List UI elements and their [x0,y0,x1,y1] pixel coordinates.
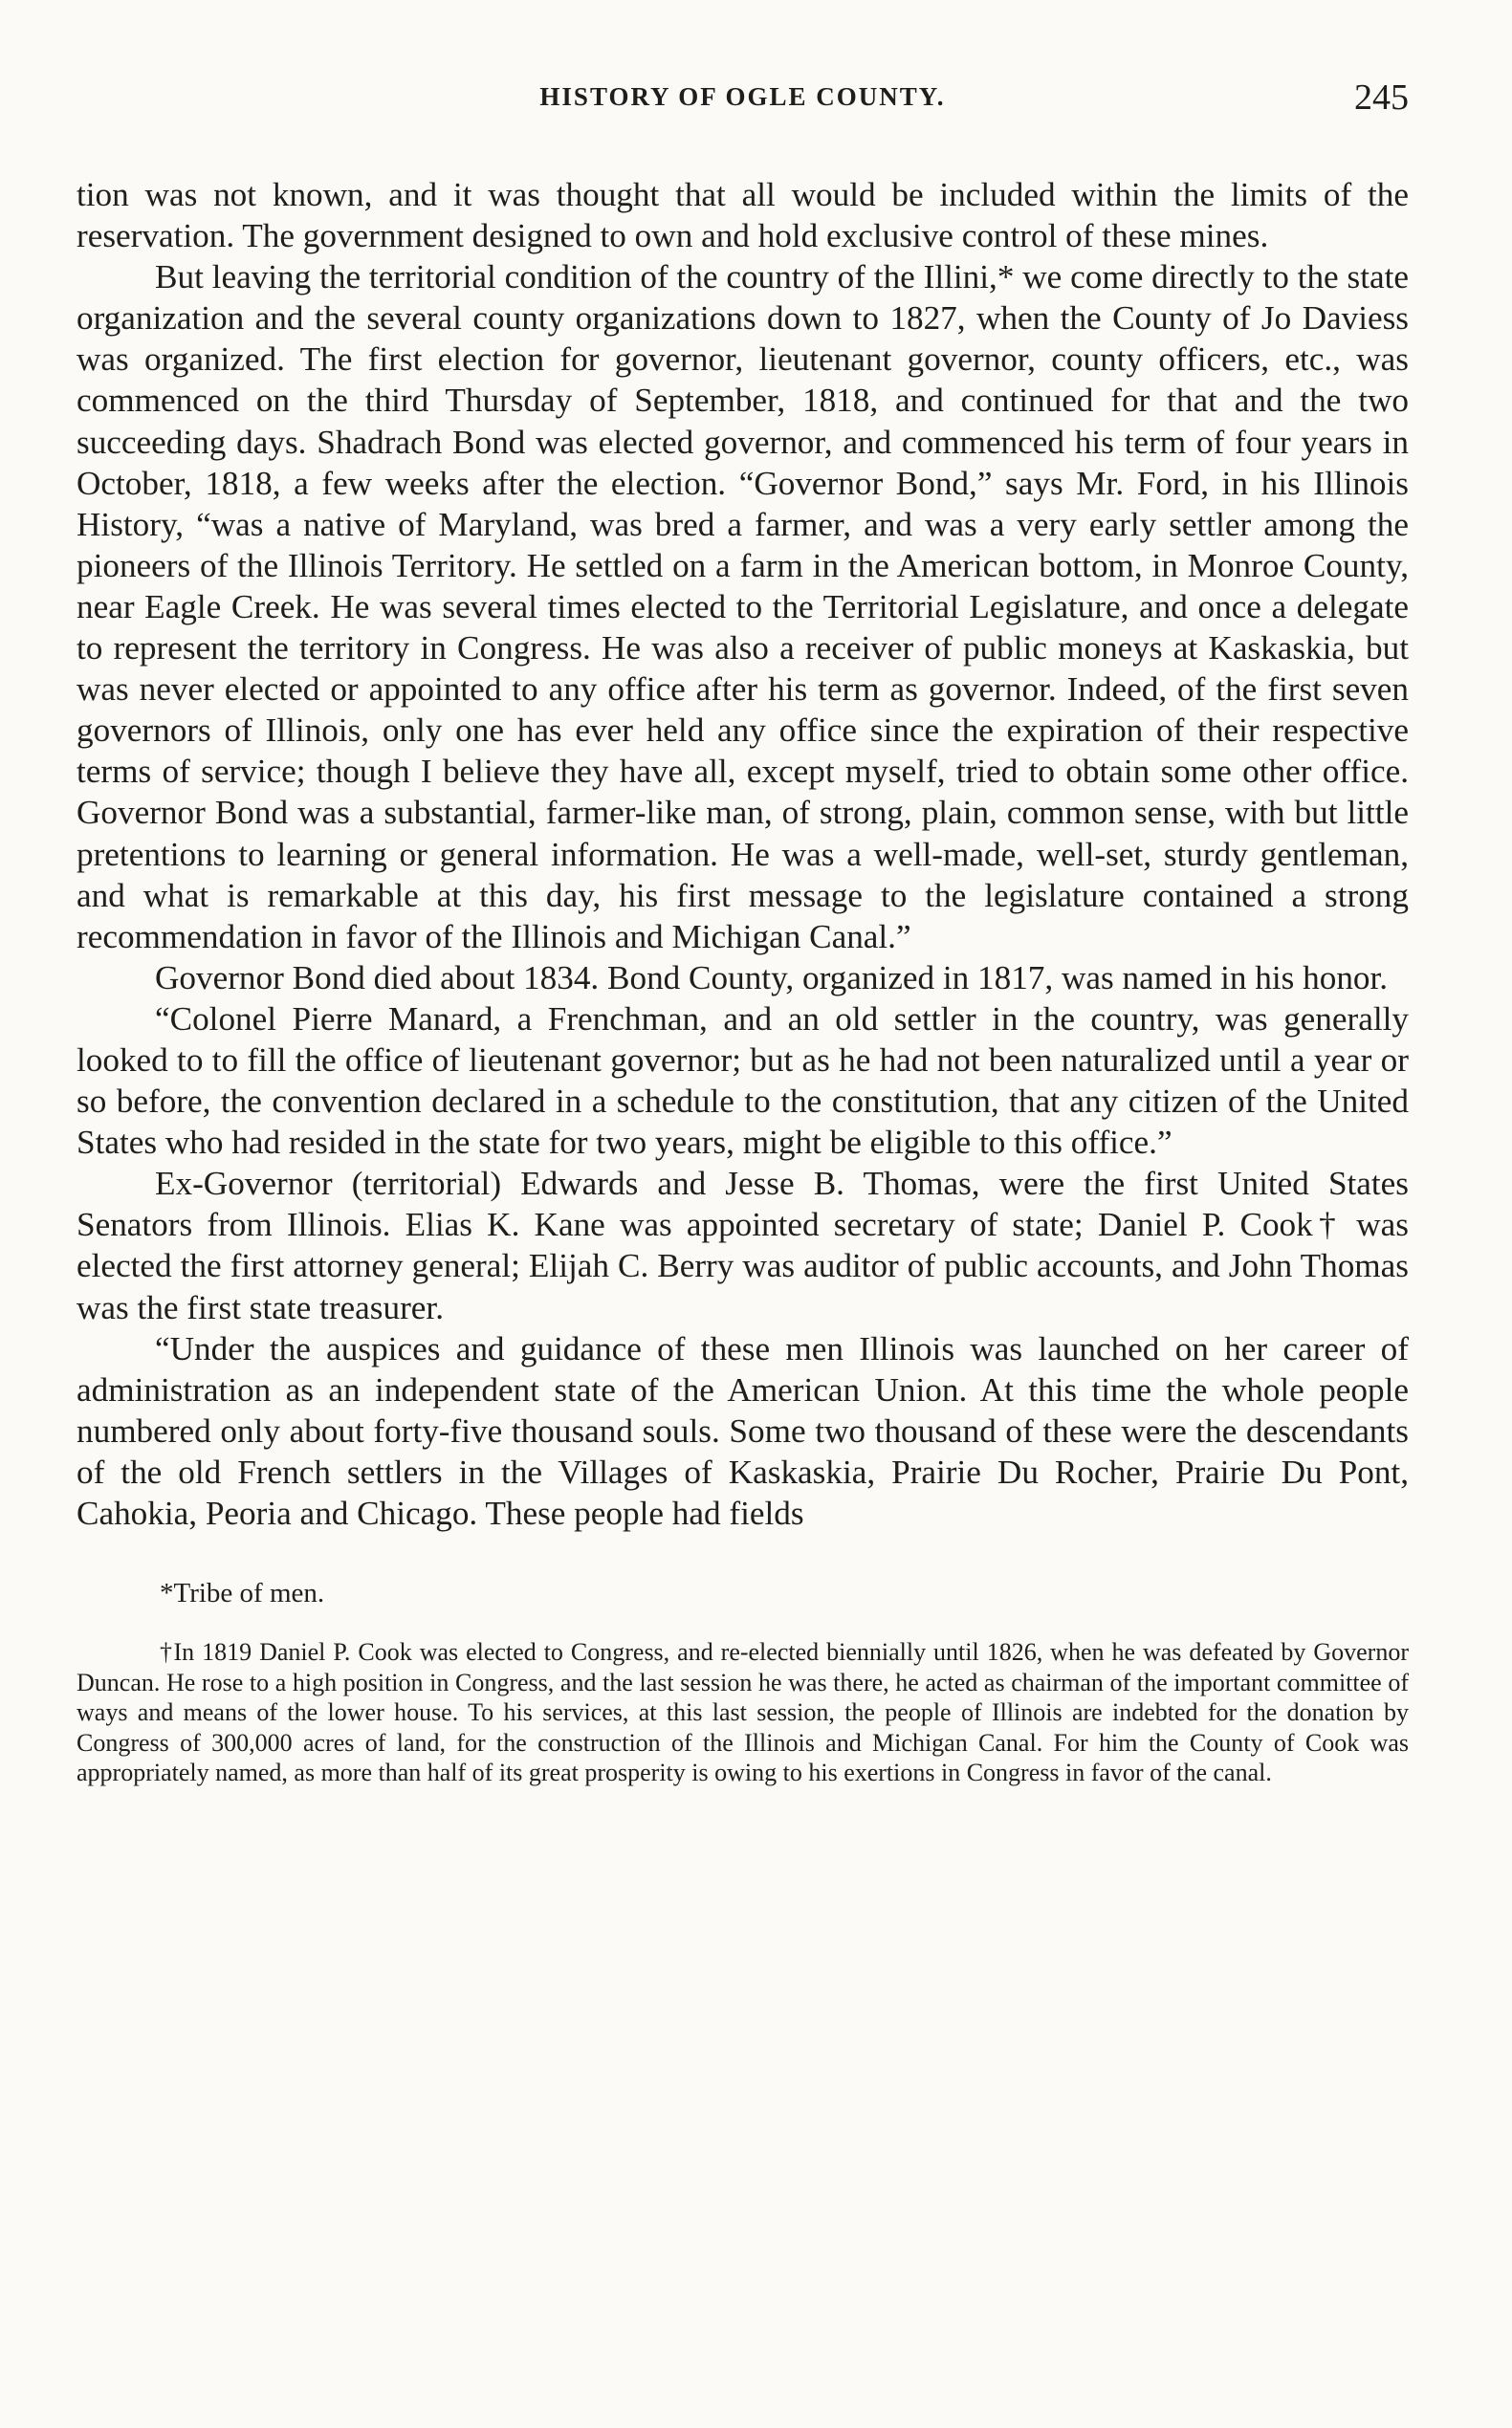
paragraph-state-organization: But leaving the territorial condition of the country of the Illini,* we come directly to the state organization and the several county organizations down to 1827, when the County of Jo Daviess was organized. The first election for governor, lieutenant governor, county officers, etc., was commenced on the third Thursday of September, 1818, and continued for that and the two succeeding days. Shadrach Bond was elected governor, and commenced his term of four years in October, 1818, a few weeks after the election. “Governor Bond,” says Mr. Ford, in his Illinois History, “was a native of Maryland, was bred a farmer, and was a very early settler among the pioneers of the Illinois Territory. He settled on a farm in the American bottom, in Monroe County, near Eagle Creek. He was several times elected to the Territorial Legislature, and once a delegate to represent the territory in Congress. He was also a receiver of public moneys at Kaskaskia, but was never elected or appointed to any office after his term as governor. Indeed, of the first seven governors of Illinois, only one has ever held any office since the expiration of their respective terms of service; though I believe they have all, except myself, tried to obtain some other office. Governor Bond was a substantial, farmer-like man, of strong, plain, common sense, with but little pretentions to learning or general information. He was a well-made, well-set, sturdy gentleman, and what is remarkable at this day, his first message to the legislature contained a strong recommendation in favor of the Illinois and Michigan Canal.” [77,258,1409,955]
paragraph-first-officers: Ex-Governor (territorial) Edwards and Jesse B. Thomas, were the first United States Senators from Illinois. Elias K. Kane was appointed secretary of state; Daniel P. Cook† was elected the first attorney general; Elijah C. Berry was auditor of public accounts, and John Thomas was the first state treasurer. [77,1165,1409,1326]
footnotes [77,1576,1409,1788]
running-header [77,77,1409,134]
body-text [77,174,1409,1534]
footnote-tribe: *Tribe of men. [160,1578,325,1609]
paragraph-bond-death: Governor Bond died about 1834. Bond County, organized in 1817, was named in his honor. [155,958,1389,996]
page-number: 245 [1354,77,1409,118]
paragraph-continuation: tion was not known, and it was thought that all would be included within the limits of the reservation. The government designed to own and hold exclusive control of these mines. [77,176,1409,255]
paragraph-pierre-manard: “Colonel Pierre Manard, a Frenchman, and an old settler in the country, was generally looked to to fill the office of lieutenant governor; but as he had not been naturalized until a year or so before, the convention declared in a schedule to the constitution, that any citizen of the United States who had resided in the state for two years, might be eligible to this office.” [77,999,1409,1162]
running-title: HISTORY OF OGLE COUNTY. [539,82,946,111]
book-page [77,77,1409,1813]
paragraph-early-population: “Under the auspices and guidance of these men Illinois was launched on her career of administration as an independent state of the American Union. At this time the whole people numbered only about forty-five thousand souls. Some two thousand of these were the descendants of the old French settlers in the Villages of Kaskaskia, Prairie Du Rocher, Prairie Du Pont, Cahokia, Peoria and Chicago. These people had fields [77,1329,1409,1532]
footnote-daniel-cook: †In 1819 Daniel P. Cook was elected to Congress, and re-elected biennially until 1826, when he was defeated by Governor Duncan. He rose to a high position in Congress, and the last session he was there, he acted as chairman of the important committee of ways and means of the lower house. To his services, at this last session, the people of Illinois are indebted for the donation by Congress of 300,000 acres of land, for the construction of the Illinois and Michigan Canal. For him the County of Cook was appropriately named, as more than half of its great prosperity is owing to his exertions in Congress in favor of the canal. [77,1638,1409,1787]
